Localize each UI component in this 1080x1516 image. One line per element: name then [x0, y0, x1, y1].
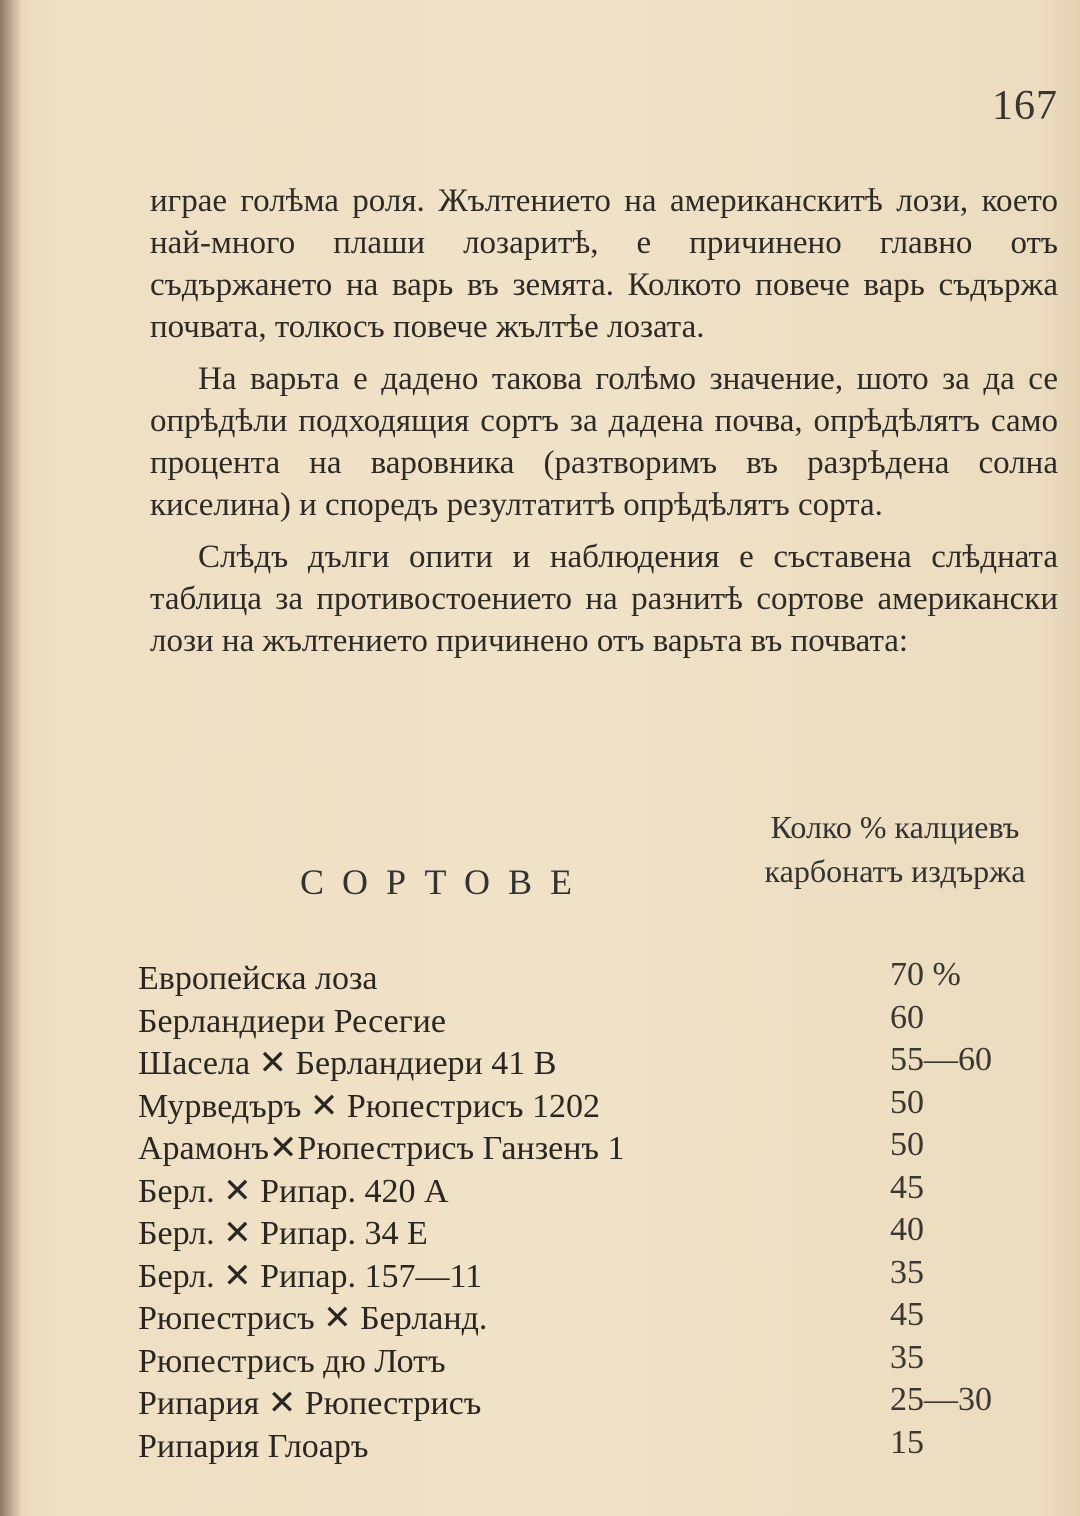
variety-name: Арамонъ✕Рюпестрисъ Ганзенъ 1 [138, 1130, 625, 1167]
table-row [138, 1253, 1038, 1299]
variety-name: Шасела ✕ Берландиери 41 B [138, 1045, 557, 1082]
variety-name: Рипария Глоаръ [138, 1427, 369, 1465]
carbonate-value: 60 [890, 998, 924, 1036]
table-row [138, 1338, 1038, 1384]
carbonate-value: 25—30 [890, 1381, 992, 1418]
table-row [138, 1083, 1038, 1129]
table-row [138, 958, 1038, 1001]
carbonate-value: 35 [890, 1253, 924, 1291]
table-row [138, 1128, 1038, 1171]
variety-name: Рюпестрисъ дю Лотъ [138, 1342, 446, 1380]
variety-name: Берл. ✕ Рипар. 420 A [138, 1172, 449, 1210]
body-text [150, 180, 1058, 672]
carbonate-value: 55—60 [890, 1041, 992, 1078]
table-row [138, 1423, 1038, 1469]
variety-name: Мурведъръ ✕ Рюпестрисъ 1202 [138, 1087, 601, 1125]
variety-name: Европейска лоза [138, 960, 378, 997]
column-title-sorts: СОРТОВЕ [300, 862, 590, 902]
paragraph: Слѣдъ дълги опити и наблюдения е съставена слѣдната таблица за противостоението на разнитѣ сортове американски лози на жълтението причинено отъ варьта въ почвата: [150, 539, 1058, 659]
carbonate-value: 35 [890, 1338, 924, 1376]
variety-name: Рюпестрисъ ✕ Берланд. [138, 1300, 488, 1337]
table-row [138, 1213, 1038, 1256]
carbonate-value: 40 [890, 1211, 924, 1248]
table-row [138, 1298, 1038, 1341]
page-binding-edge [0, 0, 22, 1516]
variety-table [138, 958, 1038, 1468]
table-row [138, 1168, 1038, 1214]
variety-name: Берл. ✕ Рипар. 34 E [138, 1215, 428, 1252]
paragraph: играе голѣма роля. Жълтението на американскитѣ лози, което най-много плаши лозаритѣ, е причинено главно отъ съдържането на варь въ земята. Колкото повече варь съдържа почвата, толкосъ повече жълтѣе лозата. [150, 183, 1058, 345]
carbonate-value: 50 [890, 1126, 924, 1163]
carbonate-value: 70 % [890, 956, 961, 993]
carbonate-value: 15 [890, 1423, 924, 1461]
variety-name: Рипария ✕ Рюпестрисъ [138, 1385, 482, 1422]
table-row [138, 1043, 1038, 1086]
page-number: 167 [992, 83, 1058, 129]
carbonate-value: 50 [890, 1083, 924, 1121]
carbonate-value: 45 [890, 1296, 924, 1333]
carbonate-value: 45 [890, 1168, 924, 1206]
paragraph: На варьта е дадено такова голѣмо значение, шото за да се опрѣдѣли подходящия сортъ за дадена почва, опрѣдѣлятъ само процента на варовника (разтворимъ въ разрѣдена солна киселина) и споредъ резултатитѣ опрѣдѣлятъ сорта. [150, 361, 1058, 523]
variety-name: Берландиери Ресегие [138, 1002, 446, 1040]
table-header [140, 805, 1058, 935]
table-row [138, 998, 1038, 1044]
table-row [138, 1383, 1038, 1426]
column-title-calcium-carbonate: Колко % калциевъ карбонатъ издържа [764, 809, 1026, 889]
variety-name: Берл. ✕ Рипар. 157—11 [138, 1257, 483, 1295]
